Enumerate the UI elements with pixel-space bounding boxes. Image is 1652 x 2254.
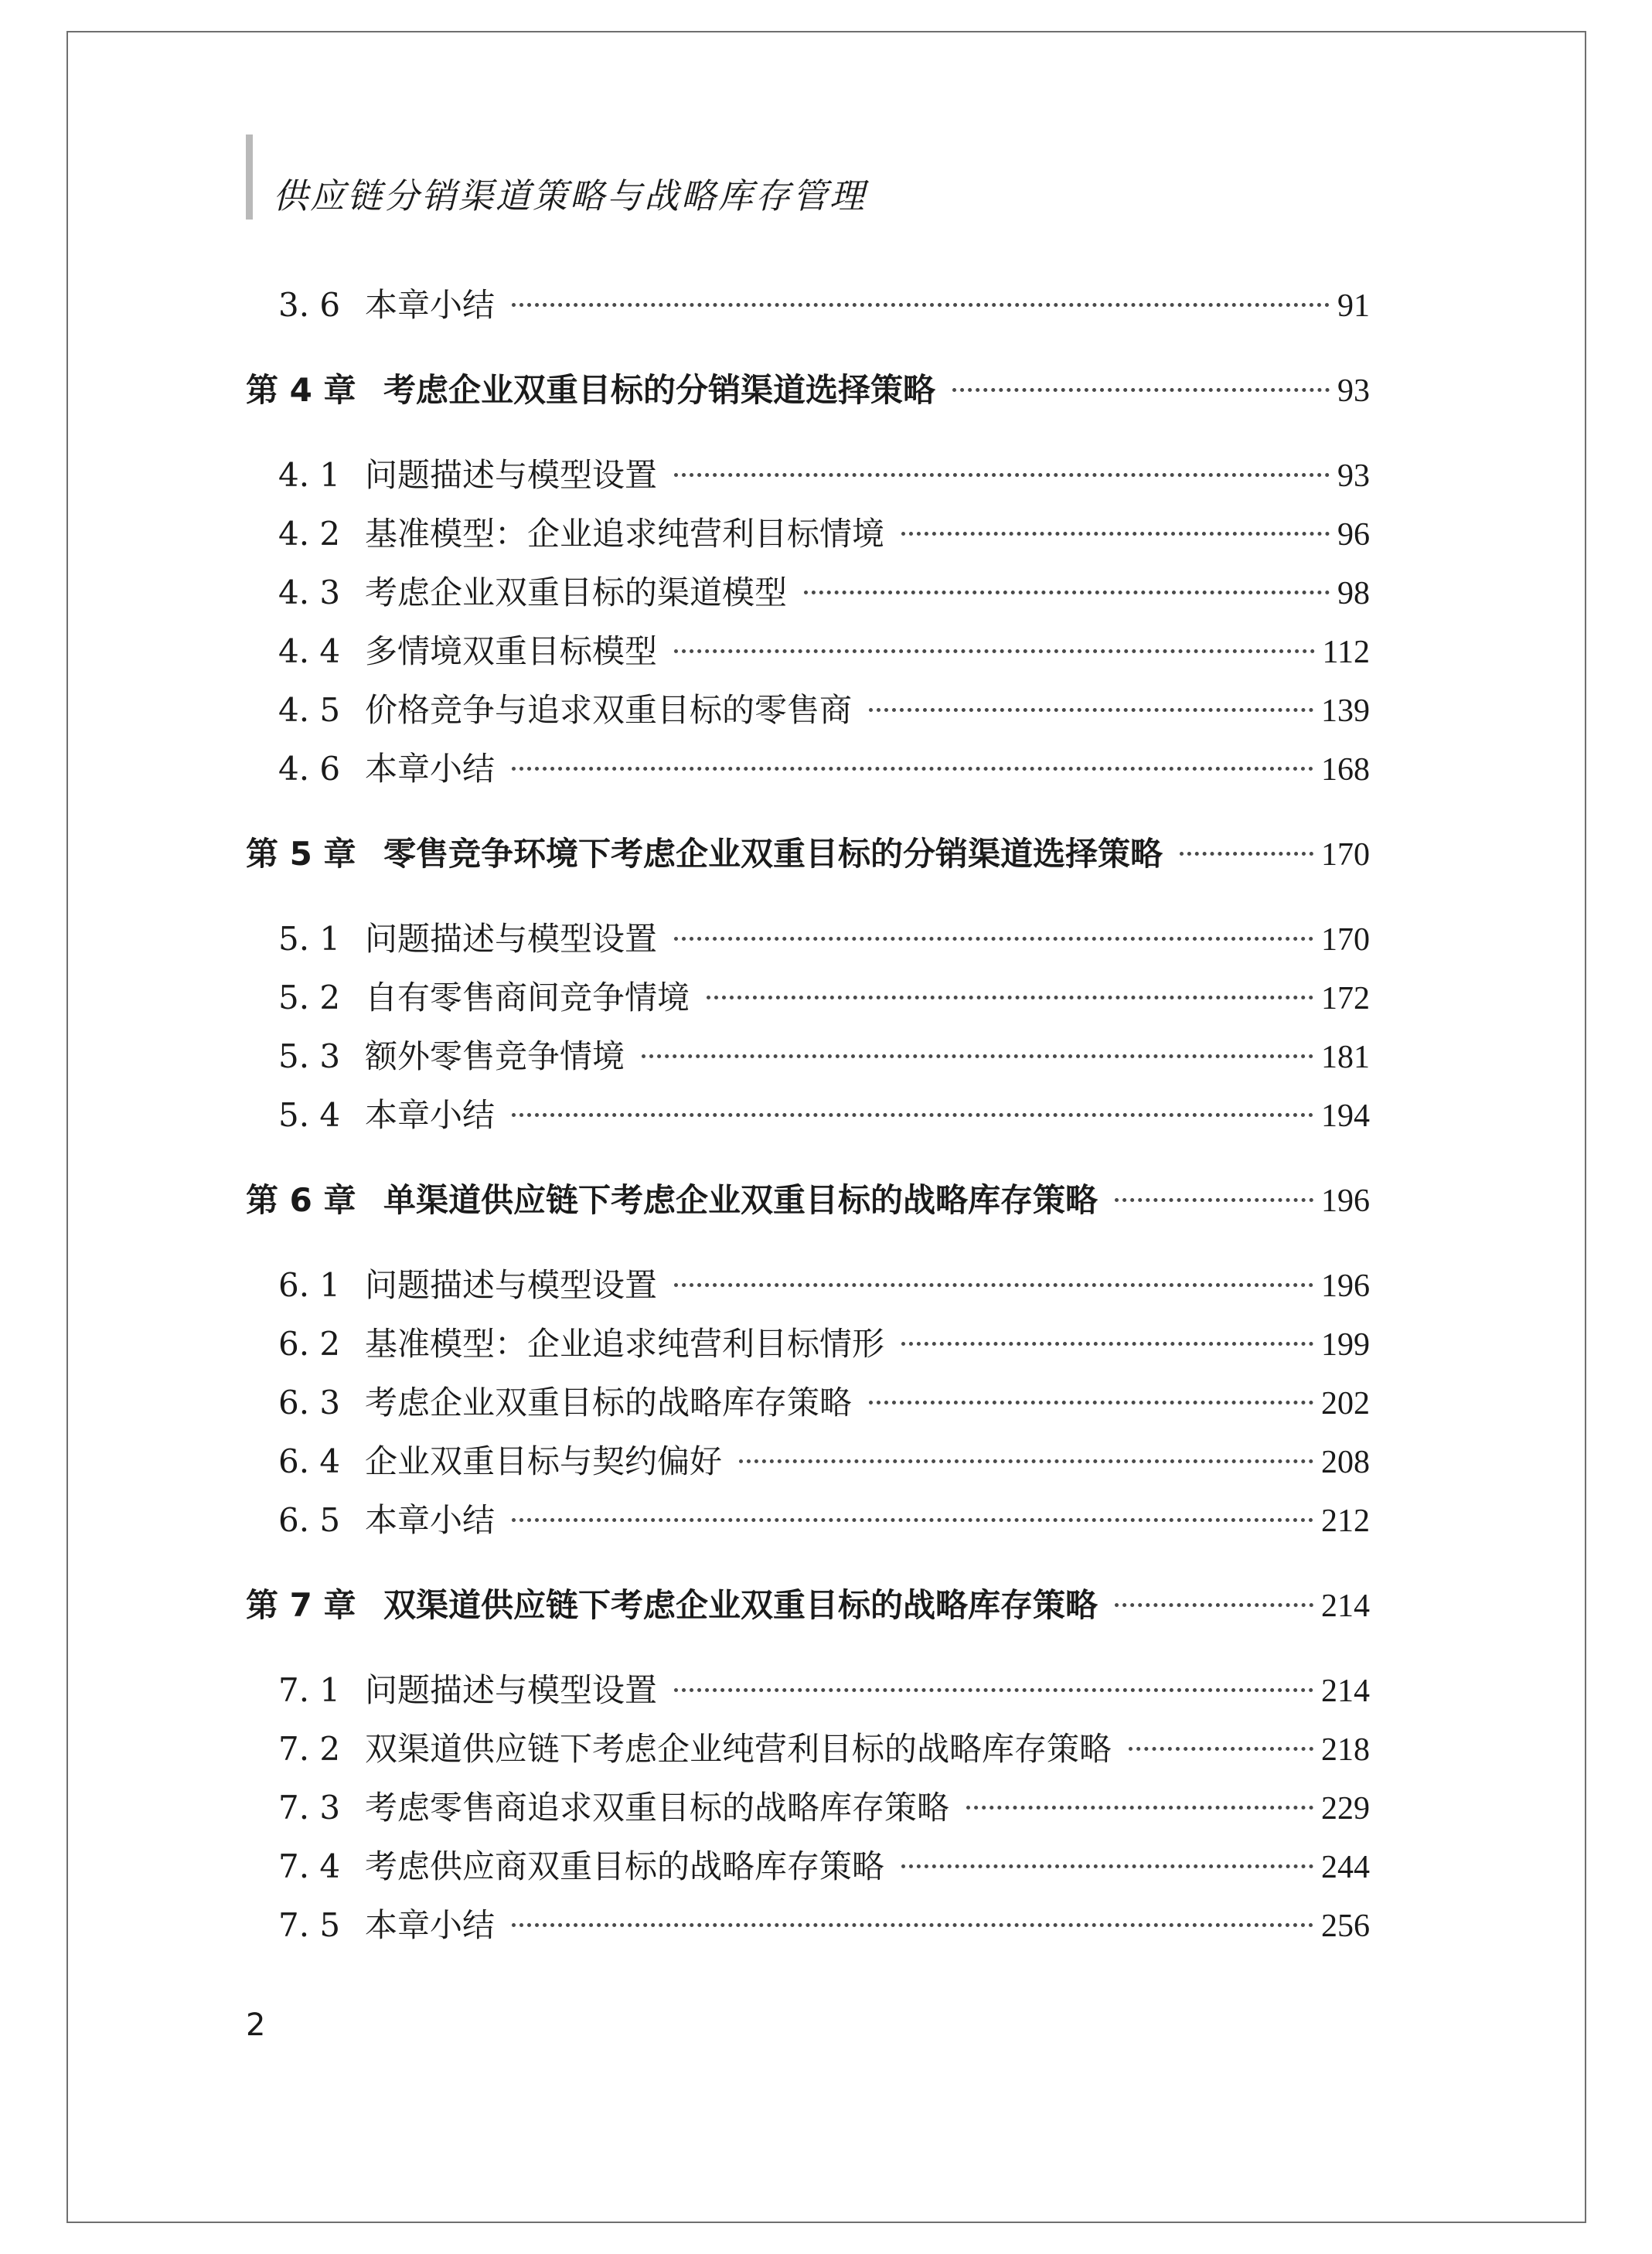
toc-section-number: 6. 4 xyxy=(278,1442,341,1480)
toc-dot-leader xyxy=(512,1113,1313,1117)
toc-section-title: 问题描述与模型设置 xyxy=(365,456,658,494)
toc-dot-leader xyxy=(966,1806,1313,1810)
toc-section-title: 考虑企业双重目标的战略库存策略 xyxy=(365,1384,853,1422)
toc-section-number: 5. 4 xyxy=(278,1096,341,1134)
toc-chapter-row[interactable] xyxy=(246,835,1370,894)
toc-dot-leader xyxy=(707,996,1313,999)
toc-dot-leader xyxy=(674,473,1330,477)
toc-dot-leader xyxy=(901,1864,1313,1868)
toc-dot-leader xyxy=(804,591,1330,594)
toc-section-title: 考虑零售商追求双重目标的战略库存策略 xyxy=(365,1789,950,1827)
toc-dot-leader xyxy=(869,708,1313,712)
toc-page-number: 139 xyxy=(1321,693,1370,729)
toc-section-title: 本章小结 xyxy=(365,1501,496,1539)
toc-chapter-title: 双渠道供应链下考虑企业双重目标的战略库存策略 xyxy=(383,1586,1098,1624)
toc-chapter-title: 考虑企业双重目标的分销渠道选择策略 xyxy=(383,371,936,409)
toc-section-title: 本章小结 xyxy=(365,286,496,324)
toc-page-number: 172 xyxy=(1321,981,1370,1016)
toc-section-row[interactable] xyxy=(246,1442,1370,1501)
toc-section-number: 6. 5 xyxy=(278,1501,341,1539)
toc-section-row[interactable] xyxy=(246,979,1370,1037)
toc-dot-leader xyxy=(1129,1747,1313,1751)
toc-page-number: 112 xyxy=(1322,635,1370,670)
toc-dot-leader xyxy=(512,303,1330,307)
toc-dot-leader xyxy=(674,937,1313,941)
toc-page-number: 91 xyxy=(1337,288,1370,324)
toc-section-title: 本章小结 xyxy=(365,1906,496,1944)
toc-section-title: 本章小结 xyxy=(365,1096,496,1134)
toc-section-number: 5. 2 xyxy=(278,979,341,1016)
toc-dot-leader xyxy=(512,767,1313,771)
toc-section-title: 问题描述与模型设置 xyxy=(365,920,658,958)
toc-page-number: 168 xyxy=(1321,752,1370,788)
toc-dot-leader xyxy=(512,1518,1313,1522)
toc-dot-leader xyxy=(674,649,1315,653)
toc-page-number: 93 xyxy=(1337,373,1370,409)
toc-section-number: 3. 6 xyxy=(278,286,341,324)
toc-chapter-row[interactable] xyxy=(246,1181,1370,1240)
toc-dot-leader xyxy=(869,1401,1313,1404)
toc-section-title: 基准模型：企业追求纯营利目标情境 xyxy=(365,515,885,553)
toc-page-number: 196 xyxy=(1321,1183,1370,1219)
toc-section-title: 本章小结 xyxy=(365,750,496,788)
toc-section-number: 4. 3 xyxy=(278,574,341,611)
toc-section-row[interactable] xyxy=(246,1671,1370,1730)
toc-page-number: 214 xyxy=(1321,1588,1370,1624)
toc-section-row[interactable] xyxy=(246,1037,1370,1096)
toc-chapter-number: 第 4 章 xyxy=(246,371,356,409)
running-head-title: 供应链分销渠道策略与战略库存管理 xyxy=(273,175,867,216)
toc-section-row[interactable] xyxy=(246,1847,1370,1906)
toc-page-number: 170 xyxy=(1321,837,1370,873)
toc-section-number: 7. 1 xyxy=(278,1671,341,1709)
toc-section-row[interactable] xyxy=(246,515,1370,574)
toc-section-number: 6. 1 xyxy=(278,1266,341,1304)
toc-section-number: 7. 2 xyxy=(278,1730,341,1768)
toc-page-number: 218 xyxy=(1321,1732,1370,1768)
toc-page-number: 214 xyxy=(1321,1673,1370,1709)
toc-section-number: 7. 4 xyxy=(278,1847,341,1885)
toc-page-number: 256 xyxy=(1321,1908,1370,1944)
toc-section-row[interactable] xyxy=(246,1266,1370,1325)
toc-section-row[interactable] xyxy=(246,920,1370,979)
toc-section-row[interactable] xyxy=(246,286,1370,345)
toc-dot-leader xyxy=(674,1283,1313,1287)
toc-section-row[interactable] xyxy=(246,456,1370,515)
toc-section-number: 4. 6 xyxy=(278,750,341,788)
toc-chapter-row[interactable] xyxy=(246,371,1370,430)
toc-page-number: 202 xyxy=(1321,1386,1370,1422)
toc-chapter-number: 第 6 章 xyxy=(246,1181,356,1219)
toc-dot-leader xyxy=(952,388,1330,392)
toc-section-title: 问题描述与模型设置 xyxy=(365,1671,658,1709)
toc-dot-leader xyxy=(1115,1603,1313,1607)
toc-section-row[interactable] xyxy=(246,1906,1370,1965)
toc-section-number: 7. 3 xyxy=(278,1789,341,1827)
toc-section-title: 问题描述与模型设置 xyxy=(365,1266,658,1304)
toc-page-number: 181 xyxy=(1321,1040,1370,1075)
toc-section-number: 5. 3 xyxy=(278,1037,341,1075)
toc-section-row[interactable] xyxy=(246,691,1370,750)
toc-chapter-number: 第 5 章 xyxy=(246,835,356,873)
toc-section-title: 考虑供应商双重目标的战略库存策略 xyxy=(365,1847,885,1885)
toc-section-row[interactable] xyxy=(246,750,1370,809)
toc-page-number: 199 xyxy=(1321,1327,1370,1363)
toc-page-number: 196 xyxy=(1321,1268,1370,1304)
toc-dot-leader xyxy=(739,1459,1313,1463)
toc-dot-leader xyxy=(1115,1198,1313,1202)
toc-section-title: 双渠道供应链下考虑企业纯营利目标的战略库存策略 xyxy=(365,1730,1112,1768)
toc-section-row[interactable] xyxy=(246,1730,1370,1789)
toc-page-number: 229 xyxy=(1321,1791,1370,1827)
toc-dot-leader xyxy=(512,1923,1313,1927)
toc-section-number: 4. 2 xyxy=(278,515,341,553)
toc-chapter-title: 零售竞争环境下考虑企业双重目标的分销渠道选择策略 xyxy=(383,835,1163,873)
toc-section-row[interactable] xyxy=(246,1501,1370,1560)
toc-page-number: 208 xyxy=(1321,1445,1370,1480)
toc-page-number: 96 xyxy=(1337,517,1370,553)
toc-section-title: 自有零售商间竞争情境 xyxy=(365,979,690,1016)
toc-section-title: 考虑企业双重目标的渠道模型 xyxy=(365,574,788,611)
toc-section-number: 4. 4 xyxy=(278,632,341,670)
toc-section-row[interactable] xyxy=(246,1384,1370,1442)
toc-page-number: 212 xyxy=(1321,1503,1370,1539)
toc-page-number: 170 xyxy=(1321,922,1370,958)
toc-page-number: 244 xyxy=(1321,1850,1370,1885)
toc-dot-leader xyxy=(901,532,1330,536)
toc-section-number: 4. 5 xyxy=(278,691,341,729)
toc-section-number: 4. 1 xyxy=(278,456,341,494)
toc-section-number: 7. 5 xyxy=(278,1906,341,1944)
toc-section-title: 企业双重目标与契约偏好 xyxy=(365,1442,723,1480)
toc-dot-leader xyxy=(901,1342,1313,1346)
toc-chapter-title: 单渠道供应链下考虑企业双重目标的战略库存策略 xyxy=(383,1181,1098,1219)
toc-chapter-row[interactable] xyxy=(246,1586,1370,1645)
page-number: 2 xyxy=(246,2007,266,2043)
toc-section-row[interactable] xyxy=(246,1789,1370,1847)
toc-dot-leader xyxy=(642,1054,1313,1058)
toc-page-number: 93 xyxy=(1337,458,1370,494)
toc-section-row[interactable] xyxy=(246,632,1370,691)
toc-section-row[interactable] xyxy=(246,1096,1370,1155)
table-of-contents xyxy=(246,286,1370,1965)
toc-dot-leader xyxy=(674,1688,1313,1692)
toc-page-number: 194 xyxy=(1321,1098,1370,1134)
toc-section-number: 5. 1 xyxy=(278,920,341,958)
toc-chapter-number: 第 7 章 xyxy=(246,1586,356,1624)
toc-section-title: 基准模型：企业追求纯营利目标情形 xyxy=(365,1325,885,1363)
toc-section-title: 多情境双重目标模型 xyxy=(365,632,658,670)
toc-dot-leader xyxy=(1180,852,1313,856)
toc-section-title: 价格竞争与追求双重目标的零售商 xyxy=(365,691,853,729)
toc-section-title: 额外零售竞争情境 xyxy=(365,1037,625,1075)
toc-section-row[interactable] xyxy=(246,574,1370,632)
toc-section-row[interactable] xyxy=(246,1325,1370,1384)
running-head xyxy=(246,134,867,220)
toc-section-number: 6. 3 xyxy=(278,1384,341,1422)
toc-page-number: 98 xyxy=(1337,576,1370,611)
toc-section-number: 6. 2 xyxy=(278,1325,341,1363)
